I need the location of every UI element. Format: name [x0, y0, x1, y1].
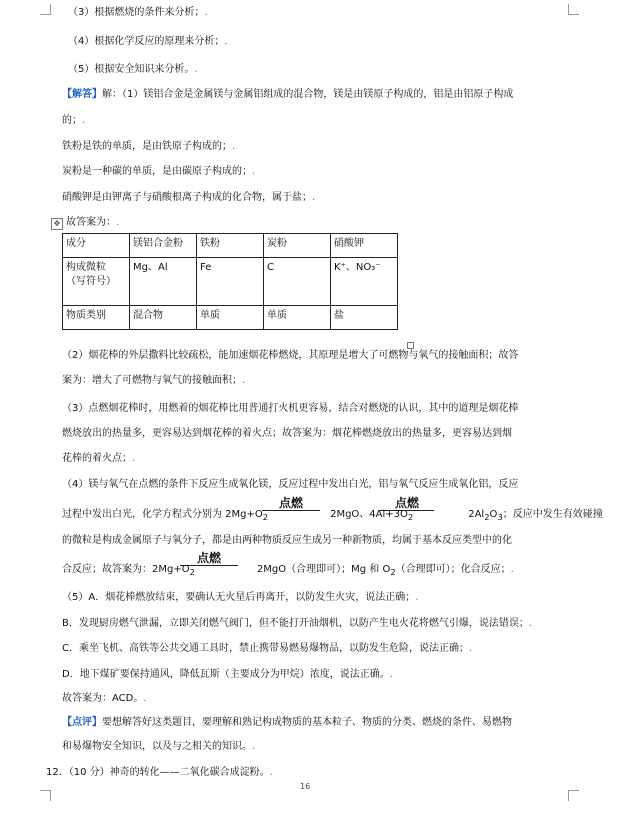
- reaction-condition-arrow: 点燃: [380, 497, 434, 511]
- question-12-title: 12．（10 分）神奇的转化——二氧化碳合成淀粉。.: [46, 767, 273, 778]
- table-cell: 单质: [197, 306, 264, 330]
- crop-mark-top-left: [40, 4, 51, 15]
- table-cell: 构成微粒 （写符号）: [63, 258, 130, 306]
- crop-mark-bottom-right: [568, 790, 579, 801]
- answer-table: [62, 233, 398, 330]
- answer-4-line-3: 的微粒是构成金属原子与氧分子，都是由两种物质反应生成另一种新物质，均属于基本反应类型中的化: [62, 535, 512, 546]
- table-cell: Fe: [197, 258, 264, 306]
- answer-tag: 【解答】: [62, 89, 102, 100]
- table-row: [63, 306, 398, 330]
- answer-4-line-4: 合反应；故答案为：$2Mg+O_2$ 2MgO（合理即可）；Mg 和 $O_2$（合理即可）；化合反应；.: [62, 564, 514, 577]
- answer-4-line-1: （4）镁与氧气在点燃的条件下反应生成氧化镁，反应过程中发出白光，铝与氧气反应生成氧化铝，反应: [62, 479, 519, 490]
- answer-line-2: 的；.: [62, 115, 86, 126]
- line-item-5: （5）根据安全知识来分析。.: [68, 64, 198, 75]
- comment-tag: 【点评】: [62, 717, 102, 728]
- answer-2-line-1: （2）烟花棒的外层撒料比较疏松，能加速烟花棒燃烧，其原理是增大了可燃物与氧气的接触面积；故答: [62, 350, 519, 361]
- table-cell: C: [264, 258, 331, 306]
- answer-line-5: 硝酸钾是由钾离子与硝酸根离子构成的化合物，属于盐；.: [62, 192, 316, 203]
- answer-line-3: 铁粉是铁的单质，是由铁原子构成的；.: [62, 141, 236, 152]
- table-header-cell: 硝酸钾: [331, 234, 398, 258]
- comment-line-2: 和易爆物安全知识，以及与之相关的知识。.: [62, 741, 256, 752]
- table-cell: Mg、Al: [130, 258, 197, 306]
- table-cell: 盐: [331, 306, 398, 330]
- line-item-4: （4）根据化学反应的原理来分析；.: [68, 36, 228, 47]
- table-move-handle[interactable]: ✥: [51, 218, 63, 230]
- reaction-condition-arrow: 点燃: [180, 552, 238, 566]
- answer-5-line-d: D．地下煤矿要保持通风，降低瓦斯（主要成分为甲烷）浓度，说法正确。.: [62, 669, 393, 680]
- crop-mark-top-right: [568, 4, 579, 15]
- table-row: [63, 258, 398, 306]
- answer-2-line-2: 案为：增大了可燃物与氧气的接触面积；.: [62, 375, 246, 386]
- line-item-3: （3）根据燃烧的条件来分析；.: [68, 7, 208, 18]
- answer-4-equation-line: 过程中发出白光，化学方程式分别为 $2Mg+O_2$ 2MgO、$4Al+3O_2$ $2Al_2O_3$；反应中发生有效碰撞: [62, 509, 603, 522]
- answer-3-line-1: （3）点燃烟花棒时，用燃着的烟花棒比用普通打火机更容易，结合对燃烧的认识，其中的道理是烟花棒: [62, 403, 519, 414]
- answer-5-line-b: B．发现厨房燃气泄漏，立即关闭燃气阀门，但不能打开油烟机，以防产生电火花将燃气引爆，说法错误；.: [62, 618, 533, 629]
- table-cell: K⁺、NO₃⁻: [331, 258, 398, 306]
- answer-line-1: 【解答】解：（1）镁铝合金是金属镁与金属铝组成的混合物，镁是由镁原子构成的，铝是由铝原子构成: [62, 89, 514, 100]
- answer-3-line-3: 花棒的着火点；.: [62, 453, 136, 464]
- table-row: [63, 234, 398, 258]
- table-cell: 物质类别: [63, 306, 130, 330]
- table-end-mark: [407, 342, 414, 349]
- reaction-condition-arrow: 点燃: [262, 497, 320, 511]
- answer-5-line-c: C．乘坐飞机、高铁等公共交通工具时，禁止携带易燃易爆物品，以防发生危险，说法正确；.: [62, 643, 473, 654]
- table-cell: 单质: [264, 306, 331, 330]
- comment-line-1: 【点评】要想解答好这类题目，要理解和熟记构成物质的基本粒子、物质的分类、燃烧的条件、易燃物: [62, 717, 512, 728]
- table-header-cell: 铁粉: [197, 234, 264, 258]
- table-header-cell: 镁铝合金粉: [130, 234, 197, 258]
- answer-line-4: 炭粉是一种碳的单质，是由碳原子构成的；.: [62, 166, 256, 177]
- page-number: 16: [300, 782, 311, 791]
- answer-5-line-a: （5）A．烟花棒燃放结束，要确认无火星后再离开，以防发生火灾，说法正确；.: [62, 592, 419, 603]
- table-cell: 混合物: [130, 306, 197, 330]
- answer-label: 故答案为：.: [66, 217, 120, 228]
- table-header-cell: 炭粉: [264, 234, 331, 258]
- answer-5-summary: 故答案为：ACD。.: [62, 693, 147, 704]
- table-header-cell: 成分: [63, 234, 130, 258]
- answer-3-line-2: 燃烧放出的热量多，更容易达到烟花棒的着火点；故答案为：烟花棒燃烧放出的热量多，更容易达到烟: [62, 428, 512, 439]
- crop-mark-bottom-left: [40, 790, 51, 801]
